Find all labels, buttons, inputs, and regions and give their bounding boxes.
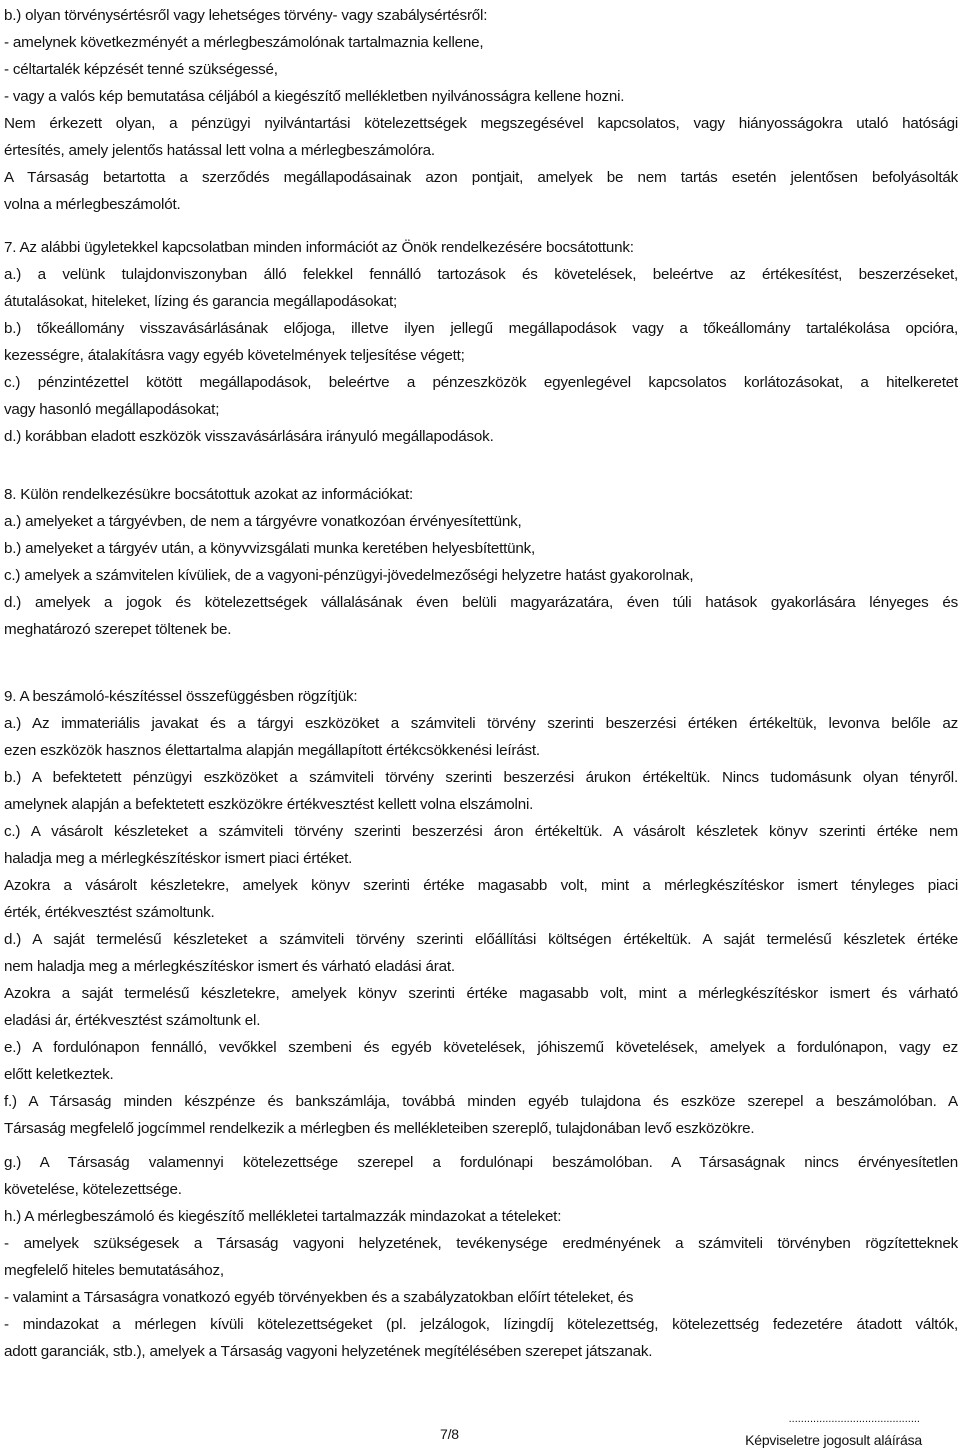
list-item: ezen eszközök hasznos élettartalma alapján megállapított értékcsökkenési leírást. (4, 742, 540, 759)
list-item: f.) A Társaság minden készpénze és bankszámlája, továbbá minden egyéb tulajdona és eszköze szerepel a beszámolóban. A (4, 1093, 958, 1110)
list-item: érték, értékvesztést számoltunk. (4, 904, 215, 921)
list-item: - valamint a Társaságra vonatkozó egyéb törvényekben és a szabályzatokban előírt tételeket, és (4, 1289, 634, 1306)
list-item: követelése, kötelezettsége. (4, 1181, 182, 1198)
text-line: volna a mérlegbeszámolót. (4, 196, 181, 213)
list-item: c.) pénzintézettel kötött megállapodások, beleértve a pénzeszközök egyenlegével kapcsolatos korlátozásokat, a hitelkeretet (4, 374, 958, 391)
list-item: c.) amelyek a számvitelen kívüliek, de a vagyoni-pénzügyi-jövedelmezőségi helyzetre hatást gyakorolnak, (4, 567, 694, 584)
list-item: eladási ár, értékvesztést számoltunk el. (4, 1012, 261, 1029)
list-item: d.) A saját termelésű készleteket a számviteli törvény szerinti előállítási költségen értékeltük. A saját termelésű készletek értéke (4, 931, 958, 948)
signature-label: Képviseletre jogosult aláírása (745, 1432, 922, 1448)
list-item: Azokra a saját termelésű készletekre, amelyek könyv szerinti értéke magasabb volt, mint a mérlegkészítéskor ismert és várható (4, 985, 958, 1002)
section-8-list (4, 481, 958, 643)
list-item: meghatározó szerepet töltenek be. (4, 621, 232, 638)
list-item: Társaság megfelelő jogcímmel rendelkezik a mérlegben és mellékleteiben szereplő, tulajdonában levő eszközökre. (4, 1120, 755, 1137)
text-line: értesítés, amely jelentős hatással lett volna a mérlegbeszámolóra. (4, 142, 435, 159)
section-b-paragraph (4, 2, 958, 218)
list-item: Azokra a vásárolt készletekre, amelyek könyv szerinti értéke magasabb volt, mint a mérlegkészítéskor ismert tényleges piaci (4, 877, 958, 894)
list-item: előtt keletkeztek. (4, 1066, 114, 1083)
list-item: c.) A vásárolt készleteket a számviteli törvény szerinti beszerzési áron értékeltük. A vásárolt készletek könyv szerinti értéke nem (4, 823, 958, 840)
section-g-list (4, 1149, 958, 1365)
list-item: h.) A mérlegbeszámoló és kiegészítő mellékletei tartalmazzák mindazokat a tételeket: (4, 1208, 562, 1225)
list-item: amelynek alapján a befektetett eszközökre értékvesztést kellett volna elszámolni. (4, 796, 534, 813)
section-heading: 9. A beszámoló-készítéssel összefüggésben rögzítjük: (4, 688, 358, 705)
section-9-list (4, 683, 958, 1142)
page-number: 7/8 (440, 1426, 459, 1442)
list-item: haladja meg a mérlegkészítéskor ismert piaci értéket. (4, 850, 353, 867)
list-item: b.) amelyeket a tárgyév után, a könyvvizsgálati munka keretében helyesbítettünk, (4, 540, 536, 557)
list-item: - amelyek szükségesek a Társaság vagyoni helyzetének, tevékenysége eredményének a számviteli törvényben rögzítetteknek (4, 1235, 958, 1252)
list-item: a.) Az immateriális javakat és a tárgyi eszközöket a számviteli törvény szerinti beszerzési értéken értékeltük, levonva belőle az (4, 715, 958, 732)
list-item: b.) tőkeállomány visszavásárlásának előjoga, illetve ilyen jellegű megállapodások vagy a tőkeállomány tartalékolása opcióra, (4, 320, 958, 337)
list-item: a.) a velünk tulajdonviszonyban álló felekkel fennálló tartozások és követelések, beleértve az értékesítést, beszerzéseket, (4, 266, 958, 283)
list-item: - mindazokat a mérlegen kívüli kötelezettségeket (pl. jelzálogok, lízingdíj kötelezettség, kötelezettség fedezetére átadott váltók, (4, 1316, 958, 1333)
section-heading: 7. Az alábbi ügyletekkel kapcsolatban minden információt az Önök rendelkezésére bocsátottunk: (4, 239, 634, 256)
list-item: adott garanciák, stb.), amelyek a Társaság vagyoni helyzetének megítélésében szerepet játszanak. (4, 1343, 653, 1360)
list-item: nem haladja meg a mérlegkészítéskor ismert és várható eladási árat. (4, 958, 455, 975)
text-line: A Társaság betartotta a szerződés megállapodásainak azon pontjait, amelyek be nem tartás esetén jelentősen befolyásolták (4, 169, 958, 186)
text-line: b.) olyan törvénysértésről vagy lehetséges törvény- vagy szabálysértésről: (4, 7, 488, 24)
list-item: b.) A befektetett pénzügyi eszközöket a számviteli törvény szerinti beszerzési árukon értékeltük. Nincs tudomásunk olyan tényről. (4, 769, 958, 786)
text-line: - céltartalék képzését tenné szükségessé, (4, 61, 278, 78)
list-item: g.) A Társaság valamennyi kötelezettsége szerepel a fordulónapi beszámolóban. A Társaságnak nincs érvényesítetlen (4, 1154, 958, 1171)
section-heading: 8. Külön rendelkezésükre bocsátottuk azokat az információkat: (4, 486, 414, 503)
text-line: - vagy a valós kép bemutatása céljából a kiegészítő mellékletben nyilvánosságra kellene hozni. (4, 88, 625, 105)
list-item: átutalásokat, hiteleket, lízing és garancia megállapodásokat; (4, 293, 398, 310)
list-item: a.) amelyeket a tárgyévben, de nem a tárgyévre vonatkozóan érvényesítettünk, (4, 513, 522, 530)
list-item: d.) korábban eladott eszközök visszavásárlására irányuló megállapodások. (4, 428, 494, 445)
text-line: - amelynek következményét a mérlegbeszámolónak tartalmaznia kellene, (4, 34, 484, 51)
section-7-list (4, 234, 958, 450)
list-item: d.) amelyek a jogok és kötelezettségek vállalásának éven belüli magyarázatára, éven túli hatások gyakorlására lényeges és (4, 594, 958, 611)
list-item: vagy hasonló megállapodásokat; (4, 401, 220, 418)
list-item: kezességre, átalakításra vagy egyéb követelmények teljesítése végett; (4, 347, 465, 364)
list-item: megfelelő hiteles bemutatásához, (4, 1262, 224, 1279)
text-line: Nem érkezett olyan, a pénzügyi nyilvántartási kötelezettségek megszegésével kapcsolatos, vagy hiányosságokra utaló hatósági (4, 115, 958, 132)
list-item: e.) A fordulónapon fennálló, vevőkkel szembeni és egyéb követelések, jóhiszemű követelések, amelyek a fordulónapon, vagy ez (4, 1039, 958, 1056)
signature-line: ........................................... (788, 1413, 920, 1425)
